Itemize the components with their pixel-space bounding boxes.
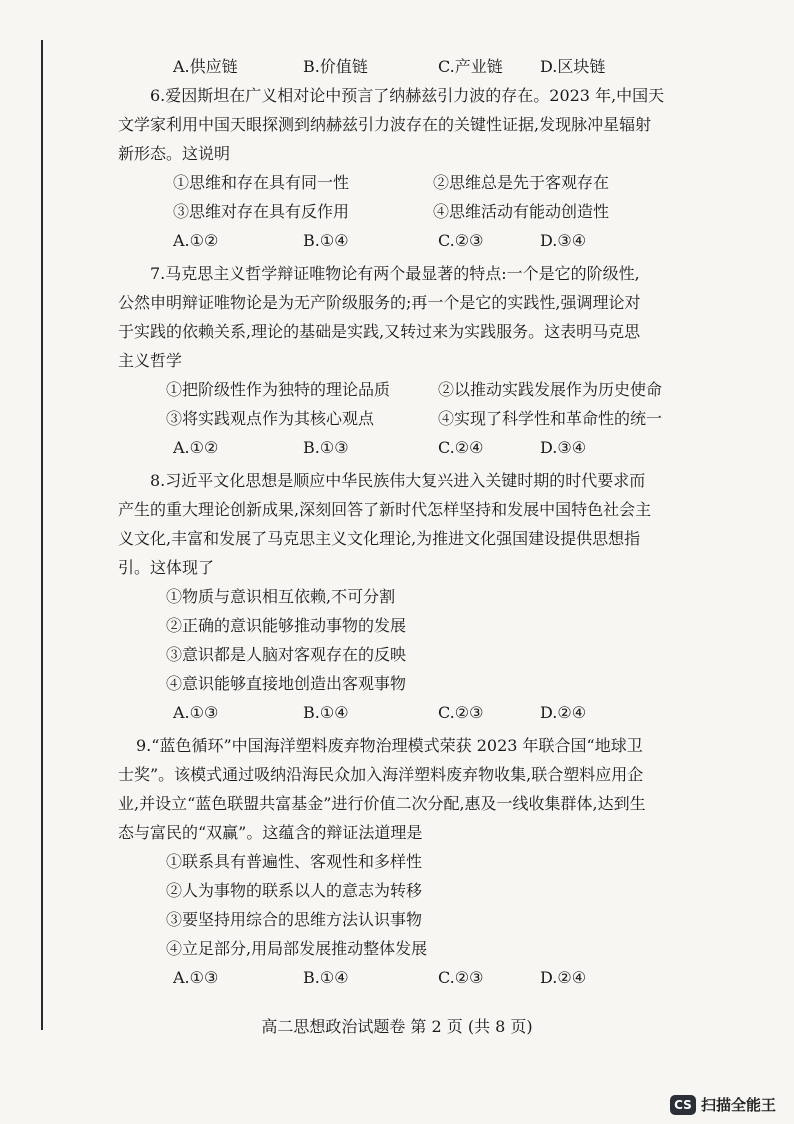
q9-stem-line: 9.“蓝色循环”中国海洋塑料废弃物治理模式荣获 2023 年联合国“地球卫 (136, 736, 643, 755)
q7-answer-options (118, 433, 678, 462)
q8-stem-line: 产生的重大理论创新成果,深刻回答了新时代怎样坚持和发展中国特色社会主 (118, 500, 652, 519)
q9-item-1: ①联系具有普遍性、客观性和多样性 (166, 852, 423, 871)
q6-item-4: ④思维活动有能动创造性 (433, 202, 610, 221)
camscanner-logo-icon: CS (670, 1095, 696, 1115)
q6-item-2: ②思维总是先于客观存在 (433, 173, 610, 192)
q8-option-d: D.②④ (540, 703, 587, 722)
q6-option-c: C.②③ (438, 231, 484, 250)
q9-item-4: ④立足部分,用局部发展推动整体发展 (166, 939, 428, 958)
q7-option-a: A.①② (173, 438, 219, 457)
q8-option-a: A.①③ (173, 703, 219, 722)
q7-item-3: ③将实践观点作为其核心观点 (166, 409, 375, 428)
q7-option-b: B.①③ (303, 438, 349, 457)
q5-option-a: A.供应链 (173, 57, 238, 76)
question-7 (118, 259, 678, 462)
question-8 (118, 466, 678, 727)
q6-stem-line: 新形态。这说明 (118, 144, 231, 163)
q7-items-row (118, 404, 678, 433)
q9-option-c: C.②③ (438, 968, 484, 987)
q7-items-row (118, 375, 678, 404)
q6-item-3: ③思维对存在具有反作用 (173, 202, 350, 221)
q7-item-2: ②以推动实践发展作为历史使命 (438, 380, 663, 399)
q9-stem-line: 业,并设立“蓝色联盟共富基金”进行价值二次分配,惠及一线收集群体,达到生 (118, 794, 646, 813)
page-footer: 高二思想政治试题卷 第 2 页 (共 8 页) (261, 1017, 533, 1036)
q9-option-b: B.①④ (303, 968, 349, 987)
q7-stem-line: 于实践的依赖关系,理论的基础是实践,又转过来为实践服务。这表明马克思 (118, 322, 641, 341)
q9-item-3: ③要坚持用综合的思维方法认识事物 (166, 910, 423, 929)
q8-item-1: ①物质与意识相互依赖,不可分割 (166, 587, 396, 606)
q5-option-d: D.区块链 (540, 57, 606, 76)
q6-items-row (118, 197, 678, 226)
q8-item-3: ③意识都是人脑对客观存在的反映 (166, 645, 407, 664)
watermark-text: 扫描全能王 (700, 1096, 776, 1114)
q7-stem-line: 公然申明辩证唯物论是为无产阶级服务的;再一个是它的实践性,强调理论对 (118, 293, 641, 312)
q8-answer-options (118, 698, 678, 727)
q6-option-b: B.①④ (303, 231, 349, 250)
q5-option-b: B.价值链 (303, 57, 368, 76)
q9-option-d: D.②④ (540, 968, 587, 987)
q9-stem-line: 态与富民的“双赢”。这蕴含的辩证法道理是 (118, 823, 423, 842)
q7-stem-line: 主义哲学 (118, 351, 183, 370)
scanner-watermark (670, 1094, 776, 1115)
q7-option-c: C.②④ (438, 438, 484, 457)
q8-stem-line: 8.习近平文化思想是顺应中华民族伟大复兴进入关键时期的时代要求而 (150, 471, 646, 490)
q7-stem-line: 7.马克思主义哲学辩证唯物论有两个最显著的特点:一个是它的阶级性, (150, 264, 640, 283)
q9-option-a: A.①③ (173, 968, 219, 987)
q7-option-d: D.③④ (540, 438, 587, 457)
q7-item-1: ①把阶级性作为独特的理论品质 (166, 380, 391, 399)
q6-stem-line: 文学家利用中国天眼探测到纳赫兹引力波存在的关键性证据,发现脉冲星辐射 (118, 115, 652, 134)
q6-stem-line: 6.爱因斯坦在广义相对论中预言了纳赫兹引力波的存在。2023 年,中国天 (150, 86, 665, 105)
q6-option-a: A.①② (173, 231, 219, 250)
q8-stem-line: 义文化,丰富和发展了马克思主义文化理论,为推进文化强国建设提供思想指 (118, 529, 641, 548)
q8-option-c: C.②③ (438, 703, 484, 722)
q6-option-d: D.③④ (540, 231, 587, 250)
q9-item-2: ②人为事物的联系以人的意志为转移 (166, 881, 423, 900)
q6-item-1: ①思维和存在具有同一性 (173, 173, 350, 192)
q5-option-c: C.产业链 (438, 57, 503, 76)
binding-margin-line (41, 40, 43, 1030)
q8-stem-line: 引。这体现了 (118, 558, 215, 577)
q9-stem-line: 士奖”。该模式通过吸纳沿海民众加入海洋塑料废弃物收集,联合塑料应用企 (118, 765, 644, 784)
q8-item-4: ④意识能够直接地创造出客观事物 (166, 674, 407, 693)
q9-answer-options (118, 963, 678, 992)
question-9 (118, 731, 678, 992)
q6-answer-options (118, 226, 678, 255)
question-6 (118, 81, 678, 255)
q8-option-b: B.①④ (303, 703, 349, 722)
exam-page-content (118, 52, 678, 992)
q7-item-4: ④实现了科学性和革命性的统一 (438, 409, 663, 428)
q8-item-2: ②正确的意识能够推动事物的发展 (166, 616, 407, 635)
q6-items-row (118, 168, 678, 197)
q5-answer-options (118, 52, 678, 81)
